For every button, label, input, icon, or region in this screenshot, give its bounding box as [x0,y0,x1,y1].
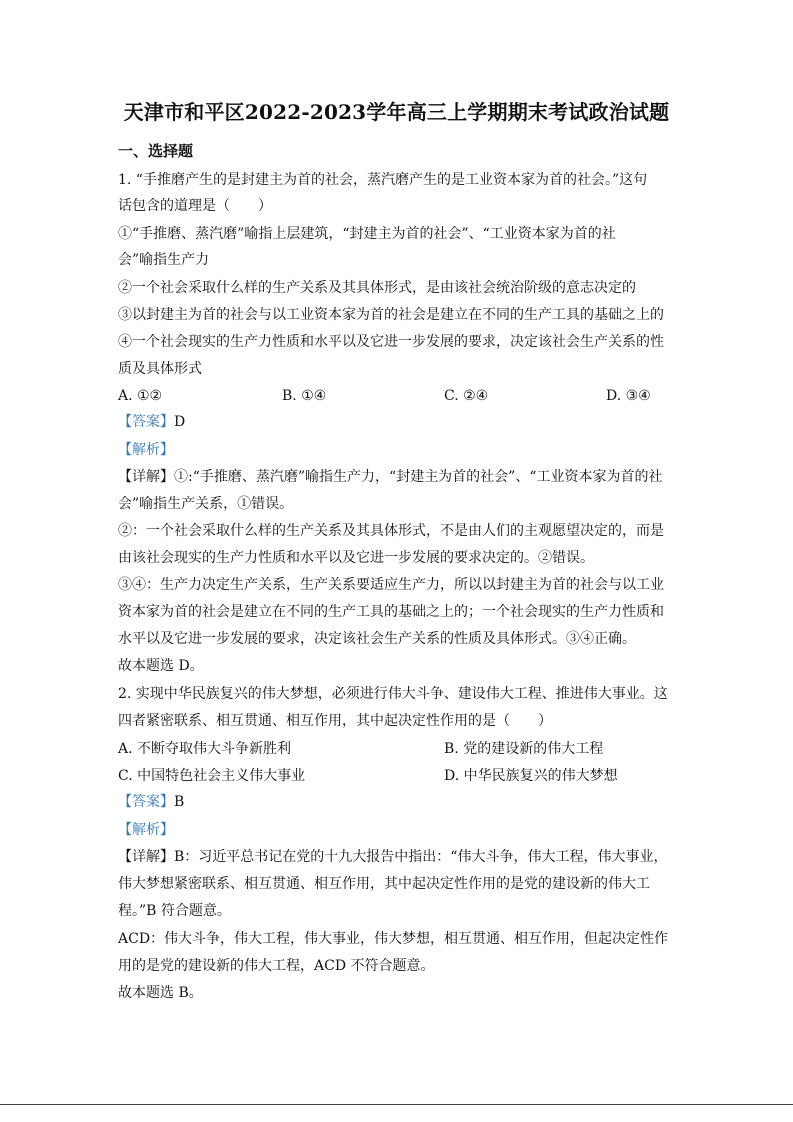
q2-detail-line3: 程。”B 符合题意。 [118,903,231,919]
q2-detail-line4: ACD：伟大斗争，伟大工程，伟大事业，伟大梦想，相互贯通、相互作用，但起决定性作 [118,931,669,947]
q1-stem-line2: 话包含的道理是（ ） [118,198,272,214]
q1-choice-b: B. ①④ [282,388,327,404]
q1-answer-value: D [174,414,186,430]
q1-analysis-label: 【解析】 [118,442,174,458]
q2-detail-line6: 故本题选 B。 [118,985,203,1001]
q1-detail-line5: ③④：生产力决定生产关系，生产关系要适应生产力，所以以封建主为首的社会与以工业 [118,577,664,593]
q1-detail-line8: 故本题选 D。 [118,658,204,674]
q2-detail-text1: B：习近平总书记在党的十九大报告中指出：“伟大斗争，伟大工程，伟大事业， [174,849,668,865]
q2-detail-line1 [118,847,678,867]
q1-detail-line1 [118,467,678,487]
q2-detail-label: 【详解】 [118,849,174,865]
q1-detail-text1: ①:“手推磨、蒸汽磨”喻指生产力，“封建主为首的社会”、“工业资本家为首的社 [174,469,663,485]
q2-answer-label: 【答案】 [118,794,174,810]
q2-answer-value: B [174,794,185,810]
q1-option3: ③以封建主为首的社会与以工业资本家为首的社会是建立在不同的生产工具的基础之上的 [118,307,664,323]
q2-choice-b: B. 党的建设新的伟大工程 [444,741,604,757]
q2-choice-a: A. 不断夺取伟大斗争新胜利 [118,741,292,757]
q1-detail-line4: 由该社会现实的生产力性质和水平以及它进一步发展的要求决定的。②错误。 [118,550,594,566]
q1-option1-line2: 会”喻指生产力 [118,252,210,268]
q1-option1-line1: ①“手推磨、蒸汽磨”喻指上层建筑，“封建主为首的社会”、“工业资本家为首的社 [118,226,616,242]
q1-choice-d: D. ③④ [606,388,651,404]
q1-option4-line1: ④一个社会现实的生产力性质和水平以及它进一步发展的要求，决定该社会生产关系的性 [118,334,664,350]
q2-detail-line5: 用的是党的建设新的伟大工程，ACD 不符合题意。 [118,958,435,974]
q2-choice-c: C. 中国特色社会主义伟大事业 [118,768,306,784]
q1-detail-line7: 水平以及它进一步发展的要求，决定该社会生产关系的性质及具体形式。③④正确。 [118,631,636,647]
q2-stem-line2: 四者紧密联系、相互贯通、相互作用，其中起决定性作用的是（ ） [118,713,552,729]
q1-detail-line6: 资本家为首的社会是建立在不同的生产工具的基础之上的；一个社会现实的生产力性质和 [118,604,664,620]
q1-detail-line3: ②：一个社会采取什么样的生产关系及其具体形式，不是由人们的主观愿望决定的，而是 [118,523,664,539]
q1-answer-label: 【答案】 [118,414,174,430]
page-title: 天津市和平区2022-2023学年高三上学期期末考试政治试题 [123,100,670,124]
q1-option4-line2: 质及具体形式 [118,361,202,377]
q1-detail-line2: 会”喻指生产关系，①错误。 [118,496,294,512]
q1-answer-row [118,412,678,432]
q1-choice-c: C. ②④ [444,388,489,404]
q1-option2: ②一个社会采取什么样的生产关系及其具体形式，是由该社会统治阶级的意志决定的 [118,280,636,296]
q2-stem-line1: 2. 实现中华民族复兴的伟大梦想，必须进行伟大斗争、建设伟大工程、推进伟大事业。这 [118,686,668,702]
q2-answer-row [118,792,678,812]
footer-divider [0,1104,793,1105]
q2-detail-line2: 伟大梦想紧密联系、相互贯通、相互作用，其中起决定性作用的是党的建设新的伟大工 [118,876,650,892]
q1-detail-label: 【详解】 [118,469,174,485]
q1-stem-line1: 1. “手推磨产生的是封建主为首的社会，蒸汽磨产生的是工业资本家为首的社会。”这句 [118,172,648,188]
q2-choice-d: D. 中华民族复兴的伟大梦想 [444,768,618,784]
q1-choice-a: A. ①② [118,388,163,404]
section-heading: 一、选择题 [118,142,194,160]
q2-analysis-label: 【解析】 [118,822,174,838]
